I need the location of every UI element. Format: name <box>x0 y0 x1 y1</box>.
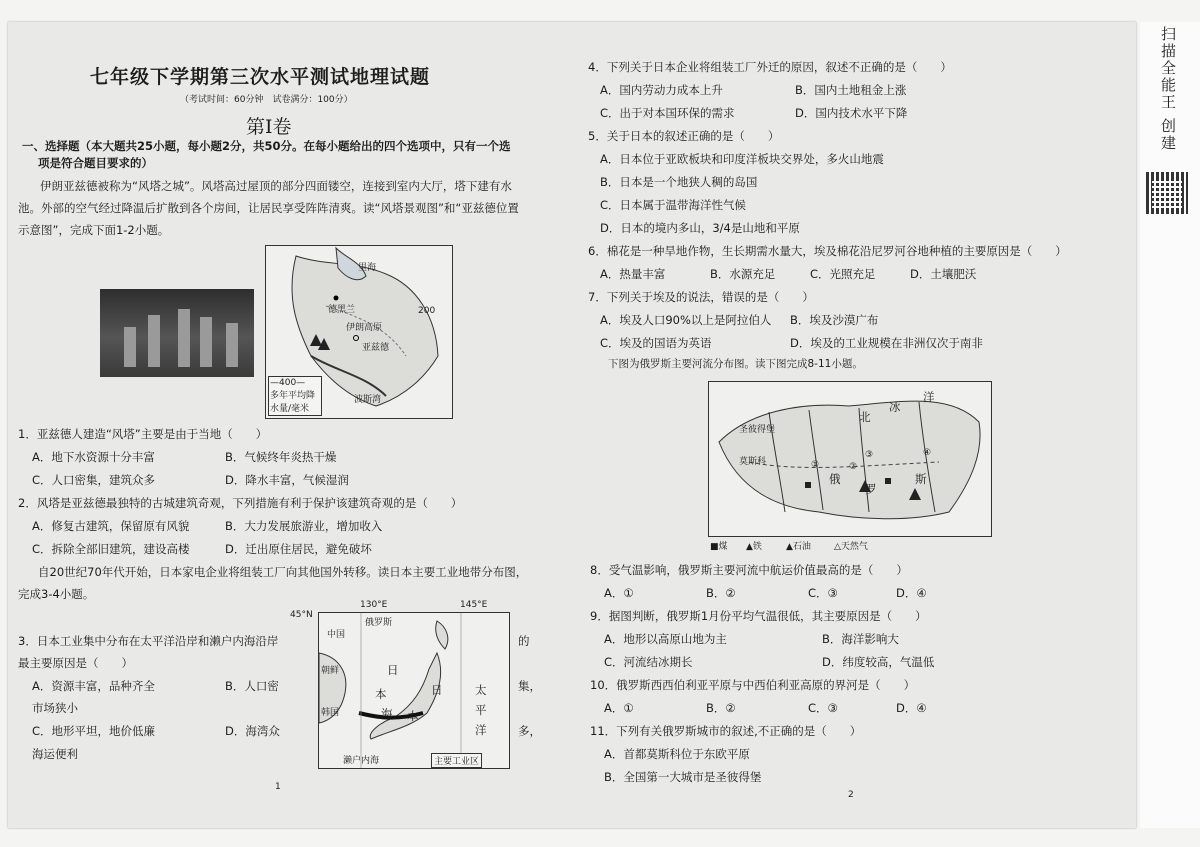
russia-map-label: 洋 <box>923 390 935 404</box>
russia-legend-oil: ▲石油 <box>786 542 811 552</box>
q4-option-d: D．国内技术水平下降 <box>795 106 908 120</box>
japan-industry-map <box>318 612 510 769</box>
japan-map-label: 太 <box>475 683 487 697</box>
q10-option-a: A．① <box>604 701 634 715</box>
russia-legend-gas: △天然气 <box>834 542 868 552</box>
japan-map-lon1: 130°E <box>360 600 388 610</box>
q4-stem: 4．下列关于日本企业将组装工厂外迁的原因，叙述不正确的是（ ） <box>588 60 952 74</box>
russia-map-circle: ④ <box>923 448 932 458</box>
q9-option-b: B．海洋影响大 <box>822 632 899 646</box>
q1-option-d: D．降水丰富，气候湿润 <box>225 473 349 487</box>
q9-option-c: C．河流结冰期长 <box>604 655 693 669</box>
q11-option-a: A．首都莫斯科位于东欧平原 <box>604 747 750 761</box>
q6-option-c: C．光照充足 <box>810 267 876 281</box>
q11-stem: 11．下列有关俄罗斯城市的叙述,不正确的是（ ） <box>590 724 862 738</box>
japan-map-lat: 45°N <box>290 610 313 620</box>
japan-map-lon2: 145°E <box>460 600 488 610</box>
section-intro-line1: 一、选择题（本大题共25小题，每小题2分，共50分。在每小题给出的四个选项中，只有一个选 <box>22 139 511 153</box>
q3-option-c: C．地形平坦，地价低廉 <box>32 724 156 738</box>
q2-option-c: C．拆除全部旧建筑，建设高楼 <box>32 542 190 556</box>
q8-option-d: D．④ <box>896 586 927 600</box>
q6-stem: 6．棉花是一种旱地作物，生长期需水量大，埃及棉花沿尼罗河谷地种植的主要原因是（ ） <box>588 244 1067 258</box>
q9-option-d: D．纬度较高，气温低 <box>822 655 935 669</box>
japan-map-label: 日 <box>387 663 399 677</box>
russia-map-circle: ① <box>811 460 820 470</box>
scanner-watermark: 扫描全能王 创建 <box>1159 26 1177 152</box>
iran-map-label: 德黑兰 <box>328 305 356 315</box>
iran-map-label: 波斯湾 <box>354 395 382 405</box>
q7-option-c: C．埃及的国语为英语 <box>600 336 712 350</box>
q2-option-d: D．迁出原住居民，避免破坏 <box>225 542 372 556</box>
q8-option-c: C．③ <box>808 586 838 600</box>
q7-option-a: A．埃及人口90%以上是阿拉伯人 <box>600 313 772 327</box>
russia-map-label: 莫斯科 <box>739 457 767 467</box>
section-intro-line2: 项是符合题目要求的） <box>38 156 153 170</box>
q3-stem: 3．日本工业集中分布在太平洋沿岸和濑户内海沿岸 <box>18 634 279 648</box>
q8-stem: 8．受气温影响，俄罗斯主要河流中航运价值最高的是（ ） <box>590 563 908 577</box>
q1-option-a: A．地下水资源十分丰富 <box>32 450 155 464</box>
russia-map-label: 北 <box>859 410 871 424</box>
russia-map-circle: ② <box>849 462 858 472</box>
wind-tower-photo <box>100 289 254 377</box>
passage1-line3: 示意图”，完成下面1-2小题。 <box>18 223 170 237</box>
q1-stem: 1．亚兹德人建造“风塔”主要是由于当地（ ） <box>18 427 268 441</box>
q9-stem: 9．据图判断，俄罗斯1月份平均气温很低，其主要原因是（ ） <box>590 609 927 623</box>
japan-map-legend: 主要工业区 <box>431 753 482 768</box>
exam-title: 七年级下学期第三次水平测试地理试题 <box>90 66 431 88</box>
q3-option-b-end: 集， <box>518 679 541 693</box>
section-title: 第Ⅰ卷 <box>246 116 292 138</box>
q4-option-c: C．出于对本国环保的需求 <box>600 106 735 120</box>
q3-option-d: D．海湾众 <box>225 724 280 738</box>
passage1-line1: 伊朗亚兹德被称为“风塔之城”。风塔高过屋顶的部分四面镂空，连接到室内大厅，塔下建有水 <box>40 179 512 193</box>
q5-option-d: D．日本的境内多山，3/4是山地和平原 <box>600 221 800 235</box>
page-number-1: 1 <box>275 782 281 792</box>
q10-option-c: C．③ <box>808 701 838 715</box>
q5-stem: 5．关于日本的叙述正确的是（ ） <box>588 129 780 143</box>
russia-map-circle: ③ <box>865 450 874 460</box>
q7-stem: 7．下列关于埃及的说法，错误的是（ ） <box>588 290 814 304</box>
q2-option-a: A．修复古建筑，保留原有风貌 <box>32 519 190 533</box>
japan-map-label: 俄罗斯 <box>365 618 393 628</box>
q3-option-a-cont: 市场狭小 <box>32 701 78 715</box>
q8-option-b: B．② <box>706 586 736 600</box>
q5-option-c: C．日本属于温带海洋性气候 <box>600 198 747 212</box>
page-number-2: 2 <box>848 790 854 800</box>
japan-map-label: 平 <box>475 703 487 717</box>
q2-stem: 2．风塔是亚兹德最独特的古城建筑奇观，下列措施有利于保护该建筑奇观的是（ ） <box>18 496 463 510</box>
q10-option-b: B．② <box>706 701 736 715</box>
q7-option-b: B．埃及沙漠广布 <box>790 313 879 327</box>
passage3: 下图为俄罗斯主要河流分布图。读下图完成8-11小题。 <box>608 358 863 370</box>
q10-option-d: D．④ <box>896 701 927 715</box>
q5-option-b: B．日本是一个地狭人稠的岛国 <box>600 175 758 189</box>
q4-option-b: B．国内土地租金上涨 <box>795 83 907 97</box>
q1-option-c: C．人口密集，建筑众多 <box>32 473 156 487</box>
japan-map-label: 本 <box>407 709 419 723</box>
japan-map-label: 中国 <box>327 630 346 640</box>
q3-option-b: B．人口密 <box>225 679 279 693</box>
iran-map-label: 里海 <box>358 263 377 273</box>
passage1-line2: 池。外部的空气经过降温后扩散到各个房间，让居民享受阵阵清爽。读“风塔景观图”和“亚兹德位置 <box>18 201 519 215</box>
japan-map-label: 朝鲜 <box>321 666 340 676</box>
japan-map-label: 海 <box>381 707 393 721</box>
q3-stem-end: 的 <box>518 634 530 648</box>
passage2-line1: 自20世纪70年代开始，日本家电企业将组装工厂向其他国外转移。读日本主要工业地带分布图， <box>38 565 528 579</box>
exam-subtitle: （考试时间：60分钟 试卷满分：100分） <box>180 95 353 105</box>
q7-option-d: D．埃及的工业规模在非洲仅次于南非 <box>790 336 983 350</box>
russia-map-label: 冰 <box>889 400 901 414</box>
q3-stem-line2: 最主要原因是（ ） <box>18 656 133 670</box>
q8-option-a: A．① <box>604 586 634 600</box>
russia-legend-iron: ▲铁 <box>746 542 762 552</box>
russia-legend-coal: ■煤 <box>710 542 728 552</box>
qr-code-icon <box>1146 172 1188 214</box>
japan-map-label: 濑户内海 <box>343 756 380 766</box>
russia-map-label: 俄 <box>829 472 841 486</box>
iran-map-label: 伊朗高原 <box>346 323 383 333</box>
iran-isoline-label: 200 <box>418 306 436 316</box>
iran-map-legend: —400— 多年平均降 水量/毫米 <box>268 376 322 416</box>
japan-map-label: 本 <box>375 687 387 701</box>
japan-map-label: 韩国 <box>321 708 340 718</box>
japan-map-label: 洋 <box>475 723 487 737</box>
q1-option-b: B．气候终年炎热干燥 <box>225 450 337 464</box>
q6-option-a: A．热量丰富 <box>600 267 666 281</box>
iran-location-map <box>265 245 453 419</box>
q9-option-a: A．地形以高原山地为主 <box>604 632 727 646</box>
russia-map-label: 斯 <box>915 472 927 486</box>
q11-option-b: B．全国第一大城市是圣彼得堡 <box>604 770 762 784</box>
q3-option-d-end: 多， <box>518 724 541 738</box>
japan-map-label: 日 <box>431 683 443 697</box>
russia-map-label: 圣彼得堡 <box>739 425 776 435</box>
q6-option-d: D．土壤肥沃 <box>910 267 977 281</box>
russia-rivers-map <box>708 381 992 537</box>
q6-option-b: B．水源充足 <box>710 267 776 281</box>
russia-map-label: 罗 <box>865 482 877 496</box>
q3-option-a: A．资源丰富，品种齐全 <box>32 679 155 693</box>
q4-option-a: A．国内劳动力成本上升 <box>600 83 723 97</box>
q10-stem: 10．俄罗斯西西伯利亚平原与中西伯利亚高原的界河是（ ） <box>590 678 916 692</box>
q3-option-c-cont: 海运便利 <box>32 747 78 761</box>
q2-option-b: B．大力发展旅游业，增加收入 <box>225 519 383 533</box>
q5-option-a: A．日本位于亚欧板块和印度洋板块交界处，多火山地震 <box>600 152 884 166</box>
iran-map-label: 亚兹德 <box>362 343 390 353</box>
passage2-line2: 完成3-4小题。 <box>18 587 95 601</box>
